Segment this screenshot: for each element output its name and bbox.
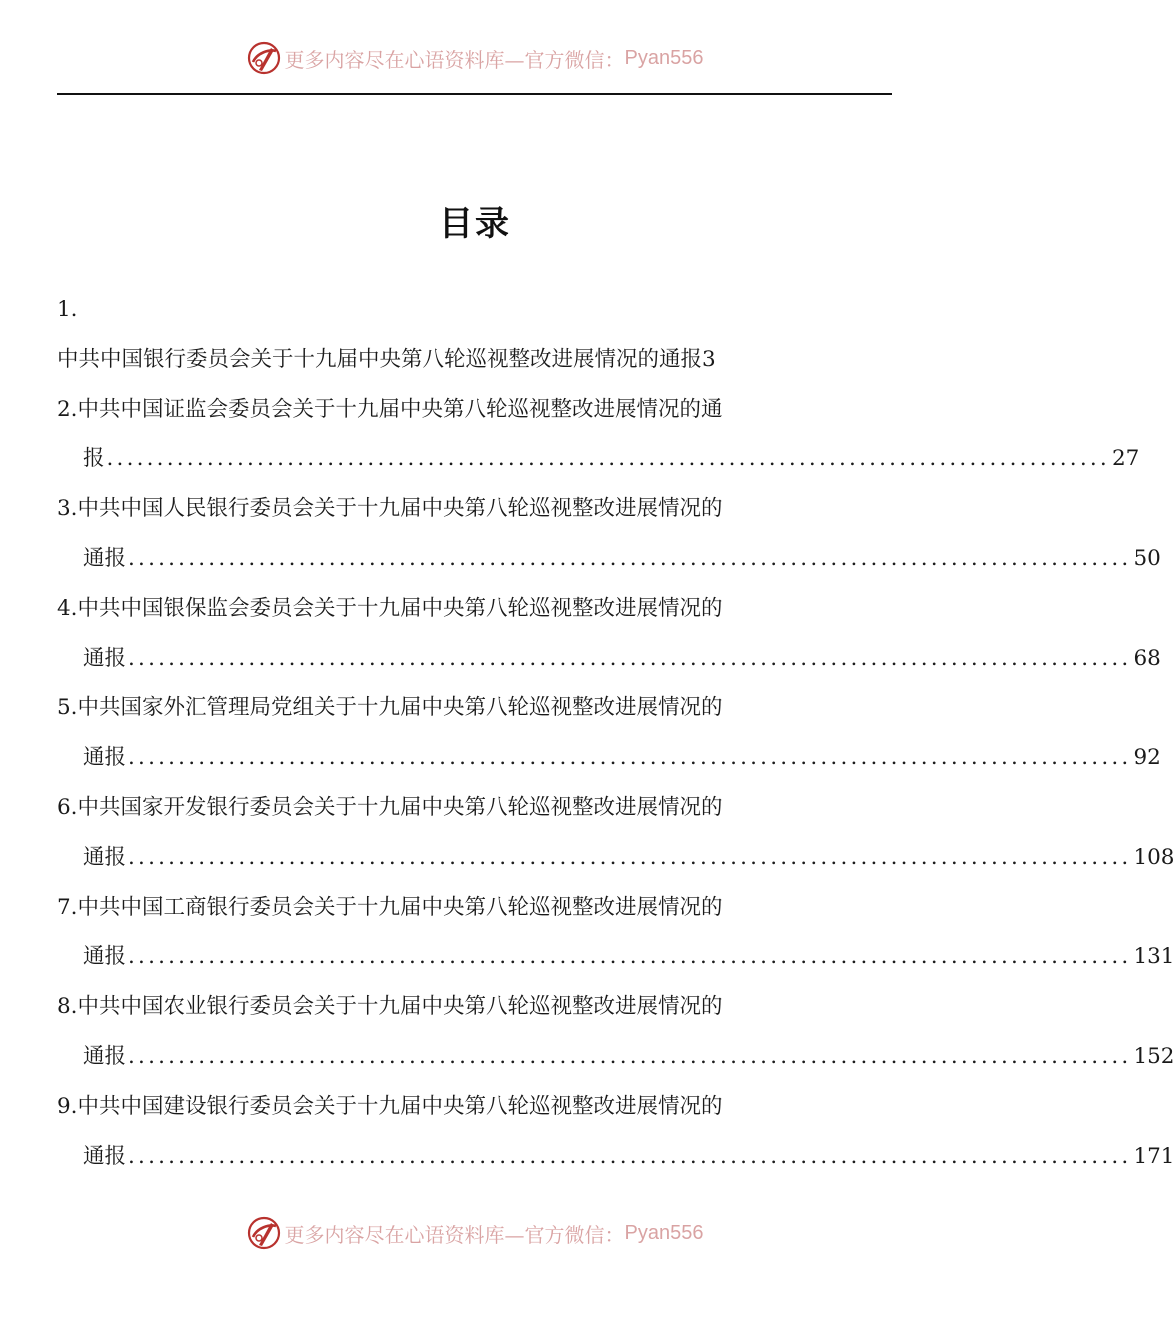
toc-entry-9[interactable] xyxy=(57,1082,892,1132)
toc-entry-3[interactable] xyxy=(57,484,892,534)
toc-entry-number: 5. xyxy=(57,695,78,721)
table-of-contents xyxy=(57,285,1175,1181)
toc-entry-number: 2. xyxy=(57,396,78,422)
toc-entry-page: 152 xyxy=(1133,1043,1175,1069)
toc-entry-2[interactable] xyxy=(57,385,892,435)
toc-entry-page: 92 xyxy=(1133,745,1161,771)
toc-entry-1-title: 中共中国银行委员会关于十九届中央第八轮巡视整改进展情况的通报 xyxy=(57,346,703,372)
pen-logo-icon xyxy=(247,1216,281,1250)
leader-dots: .................................................................................................... xyxy=(128,944,1132,970)
toc-entry-page: 27 xyxy=(1111,446,1140,472)
toc-entry-title-cont: 通报 xyxy=(83,944,127,970)
toc-entry-title: 中共国家外汇管理局党组关于十九届中央第八轮巡视整改进展情况的 xyxy=(77,695,723,721)
toc-entry-title-cont: 通报 xyxy=(83,645,127,671)
leader-dots: .................................................................................................... xyxy=(128,1043,1132,1069)
toc-entry-title-cont: 通报 xyxy=(83,844,127,870)
pen-logo-icon xyxy=(247,41,281,75)
watermark-wechat-id: Pyan556 xyxy=(624,1221,704,1244)
toc-entry-1[interactable] xyxy=(57,335,892,385)
toc-entry-7-cont[interactable] xyxy=(57,932,1175,982)
toc-entry-number: 9. xyxy=(57,1093,78,1119)
header-rule xyxy=(57,93,892,95)
toc-entry-title: 中共中国人民银行委员会关于十九届中央第八轮巡视整改进展情况的 xyxy=(77,496,723,522)
toc-entry-7[interactable] xyxy=(57,883,892,933)
page-title: 目录 xyxy=(439,204,511,244)
toc-entry-title-cont: 通报 xyxy=(83,745,127,771)
toc-entry-title: 中共中国工商银行委员会关于十九届中央第八轮巡视整改进展情况的 xyxy=(77,894,723,920)
toc-entry-title: 中共中国证监会委员会关于十九届中央第八轮巡视整改进展情况的通 xyxy=(77,396,723,422)
leader-dots: .................................................................................................... xyxy=(128,645,1132,671)
footer-watermark xyxy=(0,1213,950,1253)
toc-entry-number: 4. xyxy=(57,595,78,621)
toc-entry-4-cont[interactable] xyxy=(57,634,1161,684)
toc-entry-number: 7. xyxy=(57,894,78,920)
toc-entry-5[interactable] xyxy=(57,683,892,733)
toc-entry-1-page: 3 xyxy=(702,346,716,372)
toc-entry-title: 中共国家开发银行委员会关于十九届中央第八轮巡视整改进展情况的 xyxy=(77,794,723,820)
toc-entry-title-cont: 通报 xyxy=(83,1143,127,1169)
toc-entry-number: 6. xyxy=(57,794,78,820)
toc-entry-title: 中共中国建设银行委员会关于十九届中央第八轮巡视整改进展情况的 xyxy=(77,1093,723,1119)
toc-entry-title-cont: 报 xyxy=(83,446,105,472)
toc-entry-number: 3. xyxy=(57,496,78,522)
watermark-site-text: 更多内容尽在心语资料库—官方微信： xyxy=(284,1222,625,1247)
watermark-site-text: 更多内容尽在心语资料库—官方微信： xyxy=(284,47,625,72)
toc-entry-page: 68 xyxy=(1133,645,1161,671)
toc-entry-2-cont[interactable] xyxy=(57,434,1140,484)
toc-entry-number: 8. xyxy=(57,994,78,1020)
toc-entry-1-number: 1. xyxy=(57,297,78,322)
leader-dots: .................................................................................................... xyxy=(106,446,1110,472)
toc-entry-title: 中共中国银保监会委员会关于十九届中央第八轮巡视整改进展情况的 xyxy=(77,595,723,621)
toc-entry-9-cont[interactable] xyxy=(57,1132,1175,1182)
leader-dots: .................................................................................................... xyxy=(128,1143,1132,1169)
toc-entry-page: 50 xyxy=(1133,545,1161,571)
leader-dots: .................................................................................................... xyxy=(128,745,1132,771)
toc-entry-4[interactable] xyxy=(57,584,892,634)
leader-dots: .................................................................................................... xyxy=(128,545,1132,571)
toc-entry-8[interactable] xyxy=(57,982,892,1032)
toc-entry-6[interactable] xyxy=(57,783,892,833)
watermark-wechat-id: Pyan556 xyxy=(624,46,704,69)
toc-entry-page: 171 xyxy=(1133,1143,1175,1169)
toc-entry-title: 中共中国农业银行委员会关于十九届中央第八轮巡视整改进展情况的 xyxy=(77,994,723,1020)
toc-entry-6-cont[interactable] xyxy=(57,833,1175,883)
toc-entry-title-cont: 通报 xyxy=(83,545,127,571)
leader-dots: .................................................................................................... xyxy=(128,844,1132,870)
toc-entry-title-cont: 通报 xyxy=(83,1043,127,1069)
toc-entry-page: 131 xyxy=(1133,944,1175,970)
toc-entry-5-cont[interactable] xyxy=(57,733,1161,783)
header-watermark xyxy=(0,38,950,78)
toc-entry-page: 108 xyxy=(1133,844,1175,870)
toc-entry-3-cont[interactable] xyxy=(57,534,1161,584)
toc-entry-8-cont[interactable] xyxy=(57,1032,1175,1082)
